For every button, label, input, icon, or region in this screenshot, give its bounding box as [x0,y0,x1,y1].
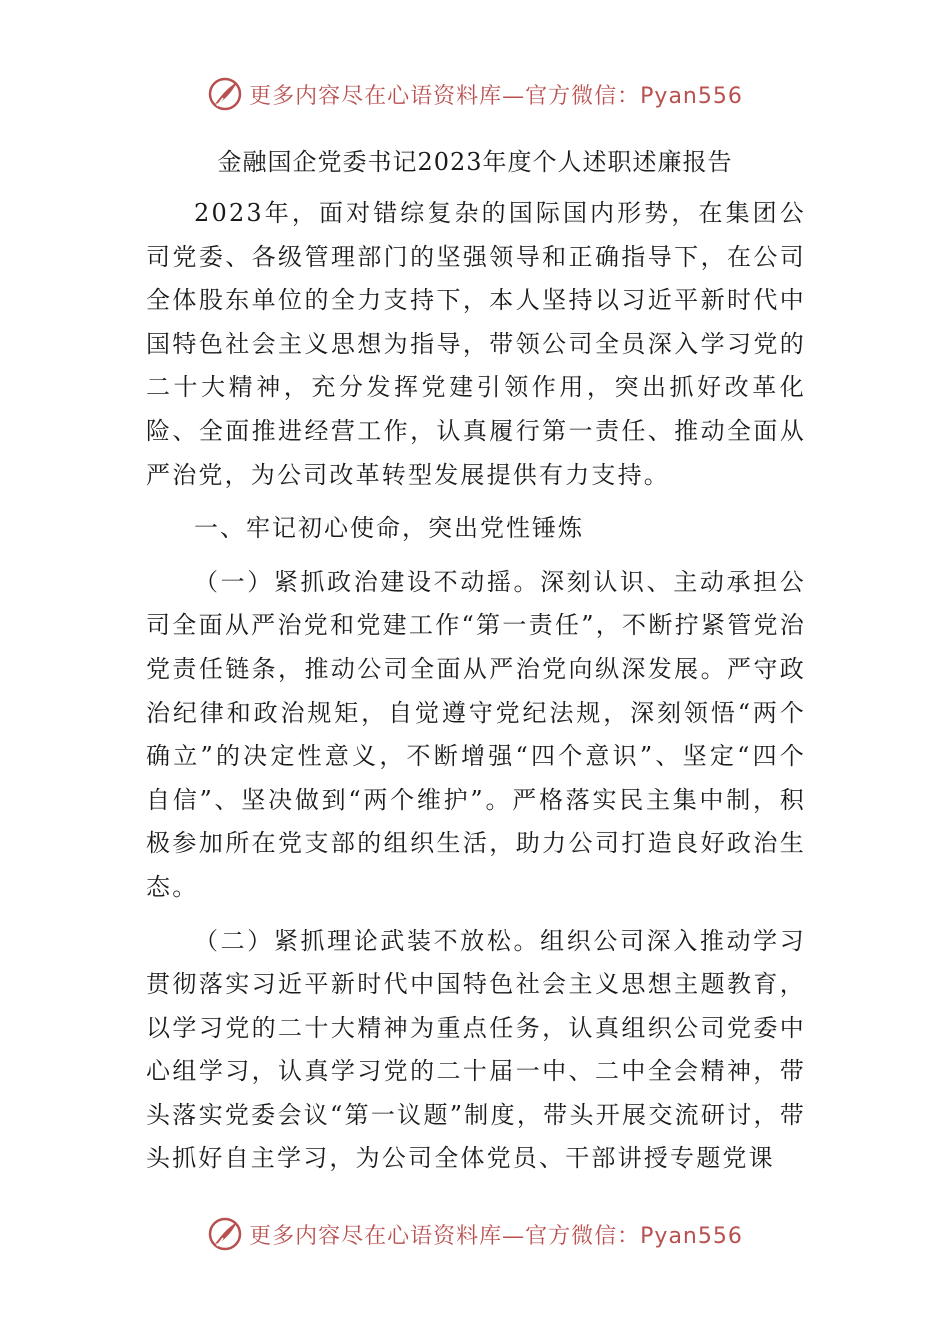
footer-watermark-banner [0,1210,950,1258]
banner-wechat-label: 官方微信： [525,1223,641,1249]
document-body [146,192,806,1181]
banner-separator: — [502,1223,526,1249]
header-watermark-banner [0,70,950,118]
banner-text [249,79,743,110]
section-heading: 一、牢记初心使命，突出党性锤炼 [194,514,584,543]
quill-logo-icon [207,1216,243,1252]
section-paragraph-1: （一）紧抓政治建设不动摇。深刻认识、主动承担公司全面从严治党和党建工作“第一责任”，不断拧紧管党治党责任链条，推动公司全面从严治党向纵深发展。严守政治纪律和政治规矩，自觉遵守党纪法规，深刻领悟“两个确立”的决定性意义，不断增强“四个意识”、坚定“四个自信”、坚决做到“两个维护”。严格落实民主集中制，积极参加所在党支部的组织生活，助力公司打造良好政治生态。 [146,567,806,901]
banner-wechat-id: Pyan556 [640,83,743,109]
document-title: 金融国企党委书记2023年度个人述职述廉报告 [217,148,733,176]
banner-separator: — [502,83,526,109]
quill-logo-icon [207,76,243,112]
banner-main-text: 更多内容尽在心语资料库 [249,1223,503,1249]
banner-main-text: 更多内容尽在心语资料库 [249,83,503,109]
intro-paragraph: 2023年，面对错综复杂的国际国内形势，在集团公司党委、各级管理部门的坚强领导和正确指导下，在公司全体股东单位的全力支持下，本人坚持以习近平新时代中国特色社会主义思想为指导，带领公司全员深入学习党的二十大精神，充分发挥党建引领作用，突出抓好改革化险、全面推进经营工作，认真履行第一责任、推动全面从严治党，为公司改革转型发展提供有力支持。 [146,199,806,489]
section-paragraph-2: （二）紧抓理论武装不放松。组织公司深入推动学习贯彻落实习近平新时代中国特色社会主义思想主题教育，以学习党的二十大精神为重点任务，认真组织公司党委中心组学习，认真学习党的二十届一中、二中全会精神，带头落实党委会议“第一议题”制度，带头开展交流研讨，带头抓好自主学习，为公司全体党员、干部讲授专题党课 [146,926,806,1173]
banner-wechat-id: Pyan556 [640,1223,743,1249]
banner-text [249,1219,743,1250]
banner-wechat-label: 官方微信： [525,83,641,109]
